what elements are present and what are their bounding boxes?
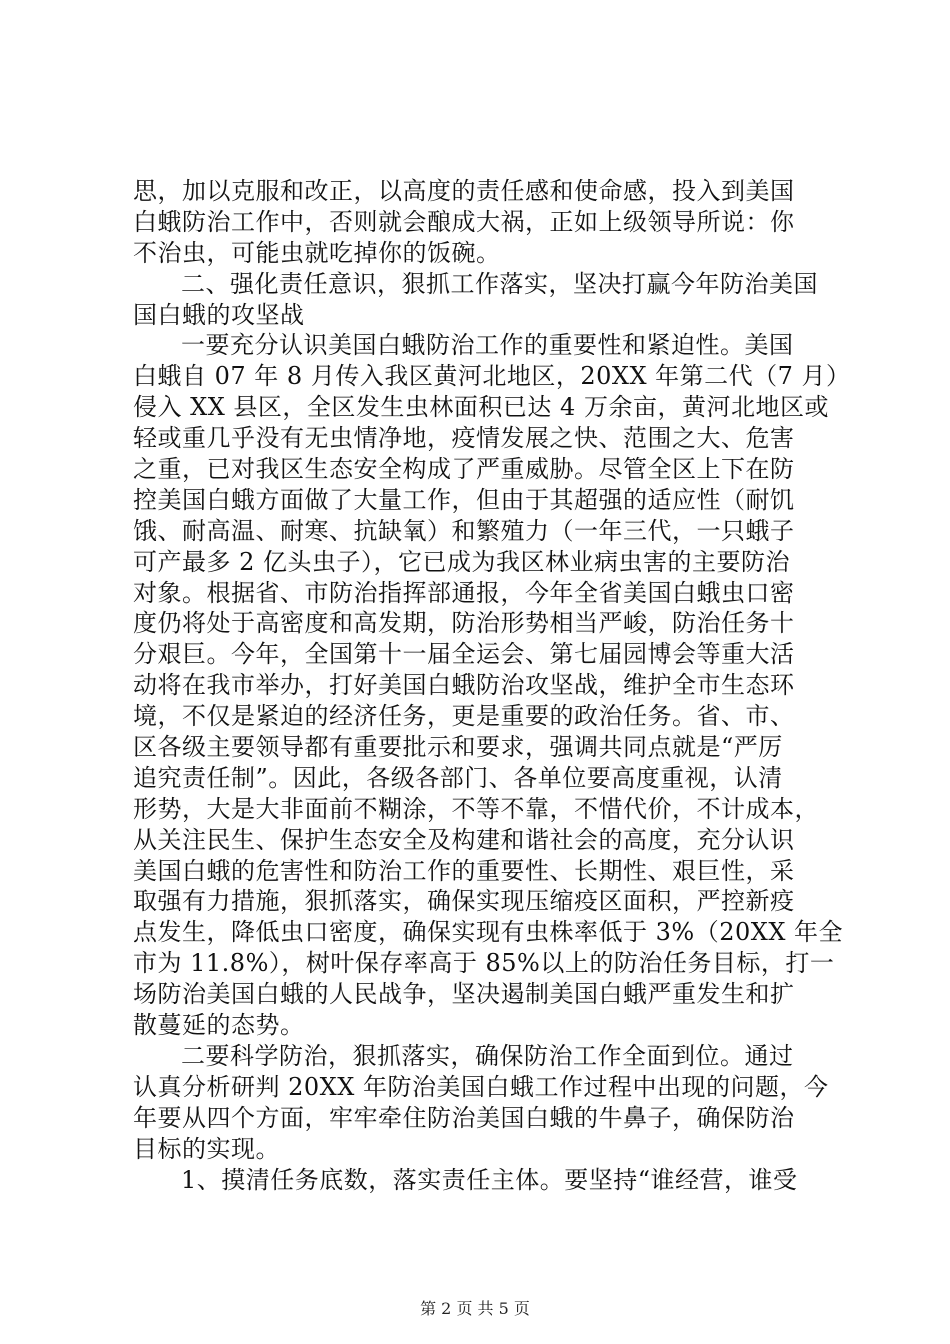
text-line: 对象。根据省、市防治指挥部通报，今年全省美国白蛾虫口密 bbox=[133, 578, 795, 607]
text-line: 1、摸清任务底数，落实责任主体。要坚持“谁经营，谁受 bbox=[181, 1165, 798, 1194]
text-line: 美国白蛾的危害性和防治工作的重要性、长期性、艰巨性，采 bbox=[133, 856, 795, 885]
text-line: 轻或重几乎没有无虫情净地，疫情发展之快、范围之大、危害 bbox=[133, 424, 795, 453]
text-line: 分艰巨。今年，全国第十一届全运会、第七届园博会等重大活 bbox=[133, 640, 795, 669]
text-line: 侵入 XX 县区，全区发生虫林面积已达 4 万余亩，黄河北地区或 bbox=[133, 393, 829, 422]
text-line: 白蛾自 07 年 8 月传入我区黄河北地区，20XX 年第二代（7 月） bbox=[133, 362, 851, 391]
text-line: 形势，大是大非面前不糊涂，不等不靠，不惜代价，不计成本， bbox=[133, 794, 819, 823]
text-line: 控美国白蛾方面做了大量工作，但由于其超强的适应性（耐饥 bbox=[133, 485, 795, 514]
text-line: 从关注民生、保护生态安全及构建和谐社会的高度，充分认识 bbox=[133, 825, 795, 854]
text-line: 二要科学防治，狠抓落实，确保防治工作全面到位。通过 bbox=[181, 1041, 794, 1070]
text-line: 动将在我市举办，打好美国白蛾防治攻坚战，维护全市生态环 bbox=[133, 671, 795, 700]
text-line: 认真分析研判 20XX 年防治美国白蛾工作过程中出现的问题，今 bbox=[133, 1072, 829, 1101]
text-line: 市为 11.8%），树叶保存率高于 85%以上的防治任务目标，打一 bbox=[133, 949, 835, 978]
text-line: 场防治美国白蛾的人民战争，坚决遏制美国白蛾严重发生和扩 bbox=[133, 980, 795, 1009]
text-line: 取强有力措施，狠抓落实，确保实现压缩疫区面积，严控新疫 bbox=[133, 887, 795, 916]
text-line: 饿、耐高温、耐寒、抗缺氧）和繁殖力（一年三代，一只蛾子 bbox=[133, 516, 795, 545]
text-line: 之重，已对我区生态安全构成了严重威胁。尽管全区上下在防 bbox=[133, 455, 795, 484]
text-line: 思，加以克服和改正，以高度的责任感和使命感，投入到美国 bbox=[133, 177, 795, 205]
text-line: 一要充分认识美国白蛾防治工作的重要性和紧迫性。美国 bbox=[181, 331, 794, 360]
text-line: 度仍将处于高密度和高发期，防治形势相当严峻，防治任务十 bbox=[133, 609, 795, 638]
text-line: 追究责任制”。因此，各级各部门、各单位要高度重视，认清 bbox=[133, 763, 783, 792]
page-footer: 第 2 页 共 5 页 bbox=[420, 1299, 530, 1318]
text-line: 散蔓延的态势。 bbox=[133, 1011, 305, 1040]
document-body bbox=[133, 176, 851, 1195]
text-line: 点发生，降低虫口密度，确保实现有虫株率低于 3%（20XX 年全 bbox=[133, 918, 844, 947]
text-line: 二、强化责任意识，狠抓工作落实，坚决打赢今年防治美国 bbox=[181, 269, 818, 298]
text-line: 区各级主要领导都有重要批示和要求，强调共同点就是“严厉 bbox=[133, 733, 783, 762]
text-line: 不治虫，可能虫就吃掉你的饭碗。 bbox=[133, 238, 501, 267]
text-line: 国白蛾的攻坚战 bbox=[133, 300, 305, 329]
text-line: 可产最多 2 亿头虫子），它已成为我区林业病虫害的主要防治 bbox=[133, 547, 791, 576]
text-line: 年要从四个方面，牢牢牵住防治美国白蛾的牛鼻子，确保防治 bbox=[133, 1103, 795, 1132]
text-line: 白蛾防治工作中，否则就会酿成大祸，正如上级领导所说：你 bbox=[133, 207, 795, 236]
text-line: 境，不仅是紧迫的经济任务，更是重要的政治任务。省、市、 bbox=[133, 702, 795, 731]
text-line: 目标的实现。 bbox=[133, 1134, 280, 1163]
